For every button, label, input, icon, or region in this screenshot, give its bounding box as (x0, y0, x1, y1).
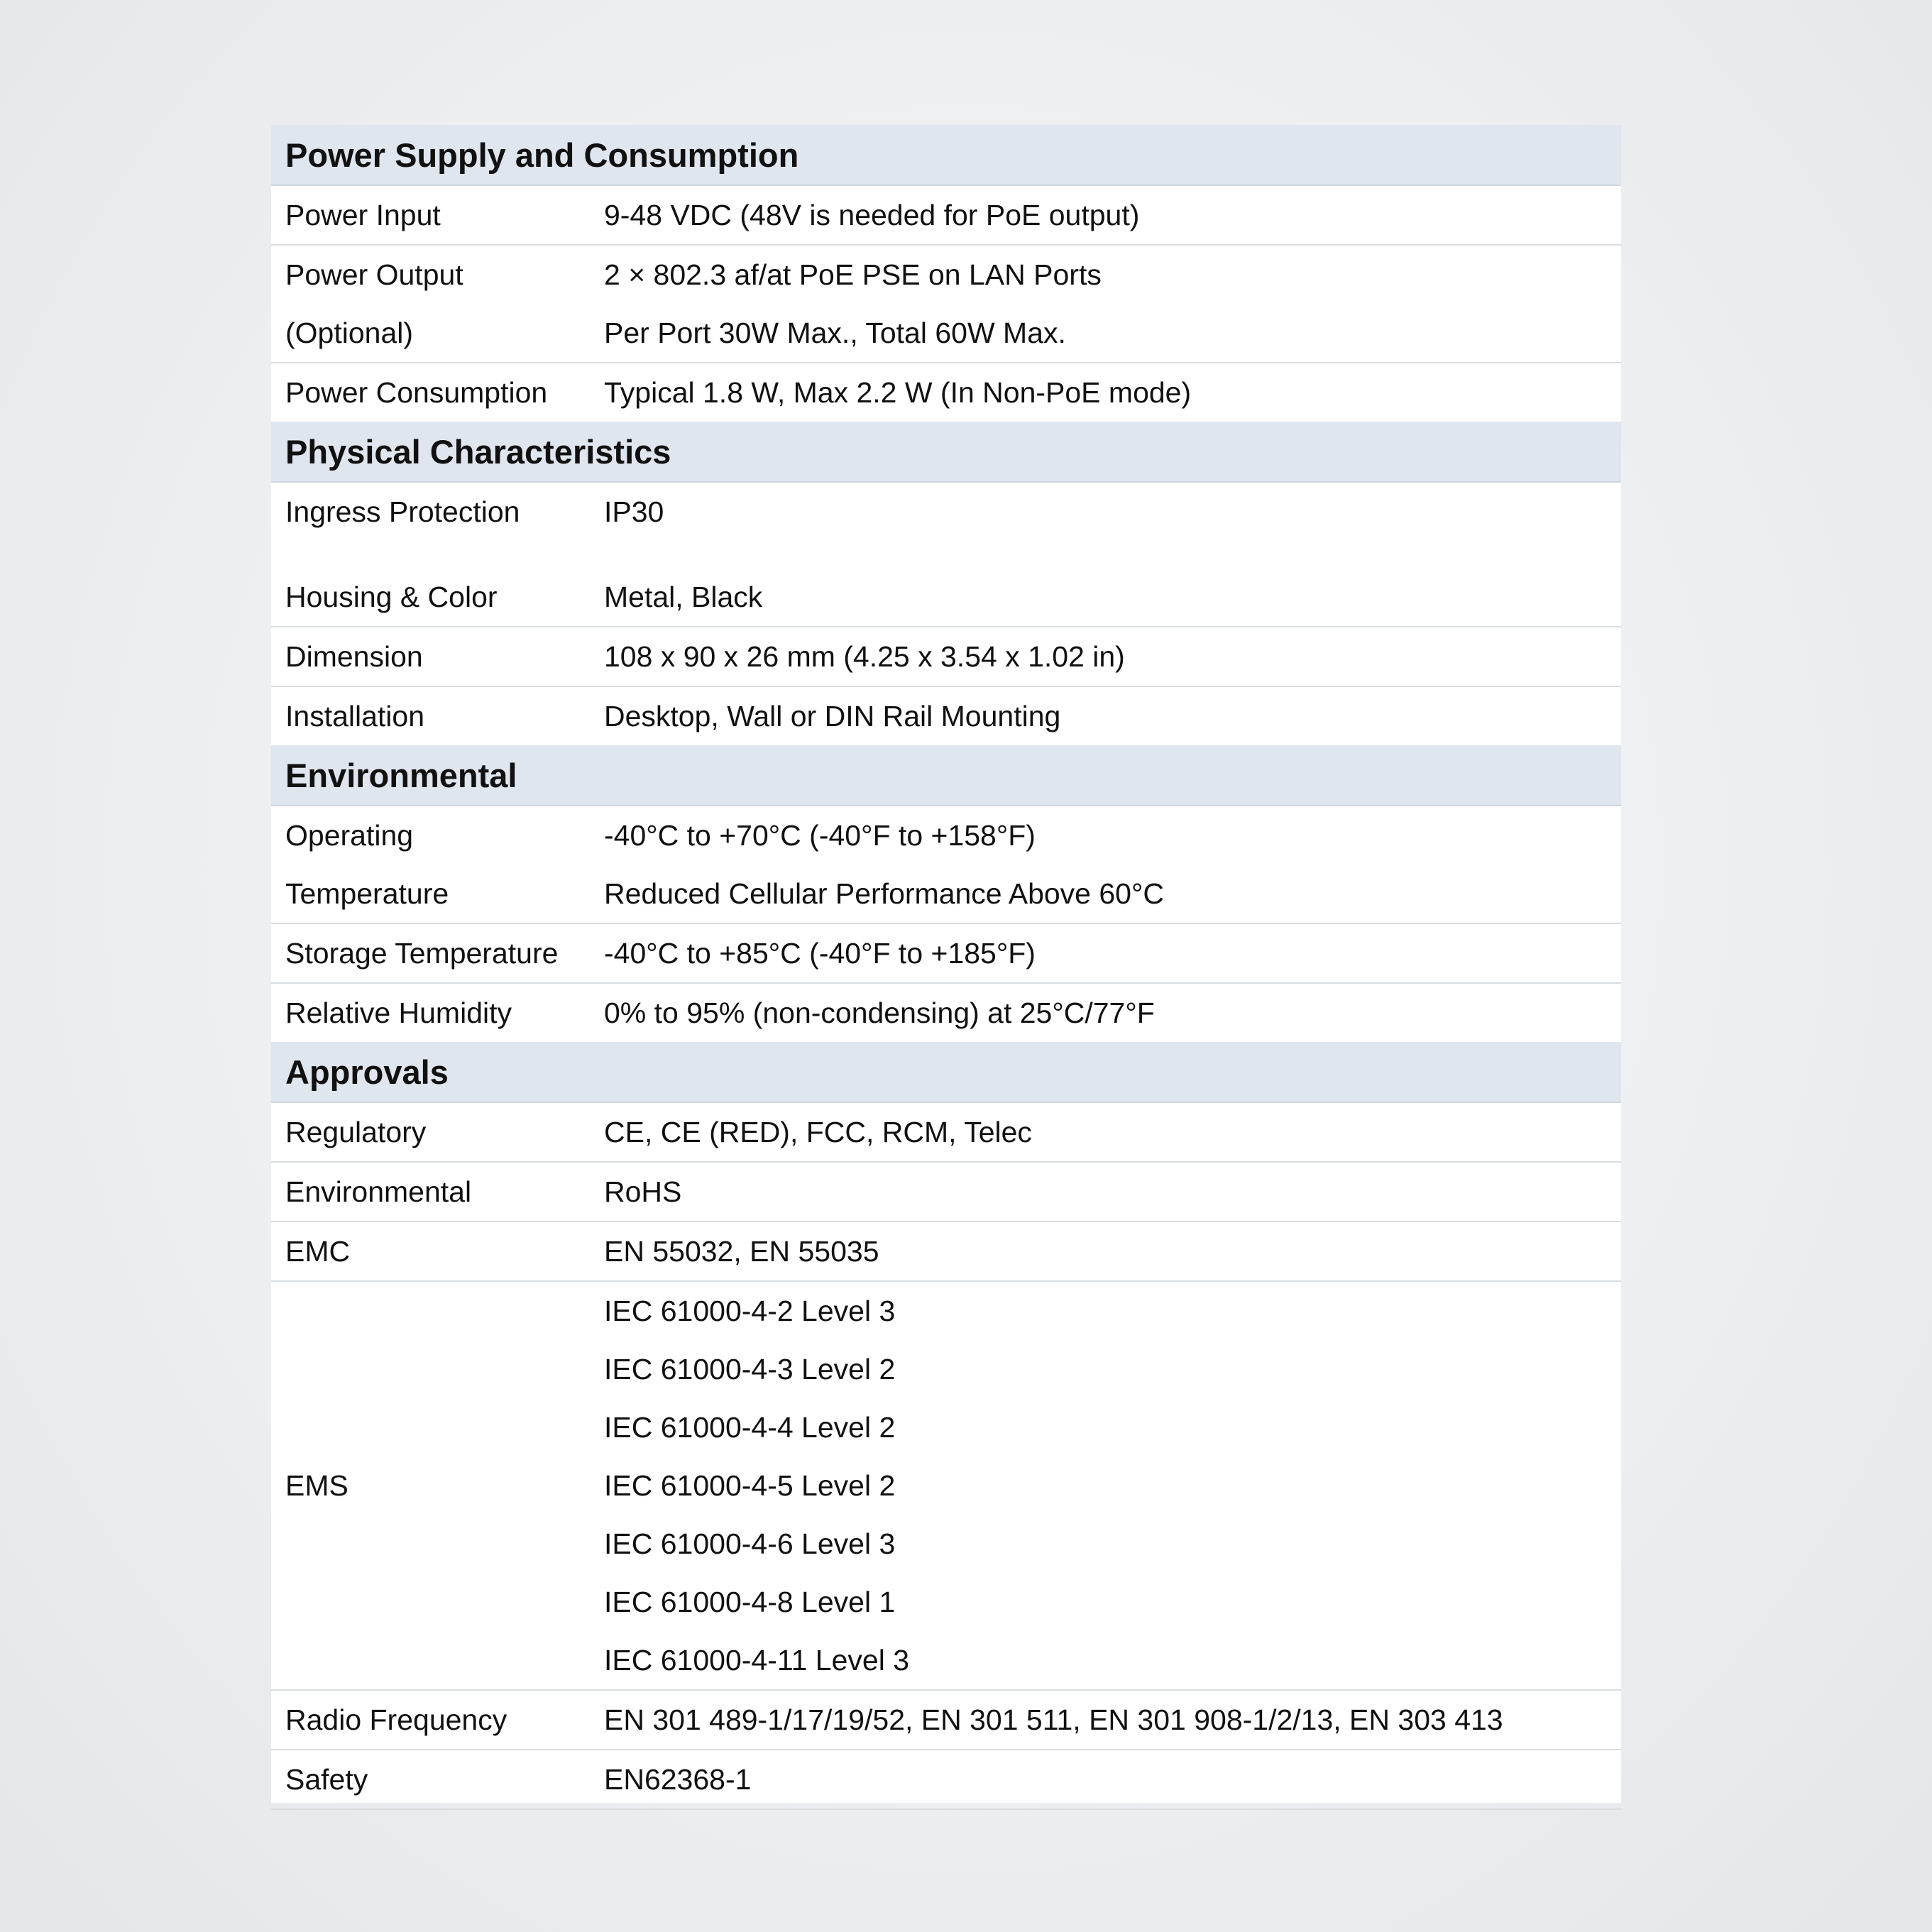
spec-row-safety (271, 1750, 1621, 1809)
spec-row-housing-color (271, 541, 1621, 627)
spec-value: Desktop, Wall or DIN Rail Mounting (604, 700, 1061, 732)
spec-label: Dimension (271, 627, 590, 686)
spec-label: Ingress Protection (285, 495, 520, 528)
spec-row-power-output (271, 245, 1621, 363)
spec-value: CE, CE (RED), FCC, RCM, Telec (590, 1102, 1621, 1162)
spec-row-storage-temperature (271, 923, 1621, 983)
section-title: Environmental (271, 745, 1621, 806)
spec-row-installation (271, 686, 1621, 745)
spec-row-dimension (271, 627, 1621, 686)
spec-value: Metal, Black (590, 541, 1621, 627)
spec-value: IEC 61000-4-2 Level 3 IEC 61000-4-3 Level 2 IEC 61000-4-4 Level 2 IEC 61000-4-5 Level 2 IEC 61000-4-6 Level 3 IEC 61000-4-8 Level 1 IEC 61000-4-11 Level 3 (590, 1281, 1621, 1690)
spec-label: Power Output (Optional) (271, 245, 590, 363)
spec-value: 9-48 VDC (48V is needed for PoE output) (590, 185, 1621, 245)
spec-value: EN 301 489-1/17/19/52, EN 301 511, EN 301 908-1/2/13, EN 303 413 (590, 1690, 1621, 1750)
spec-value: -40°C to +70°C (-40°F to +158°F) Reduced Cellular Performance Above 60°C (590, 806, 1621, 923)
spec-row-emc (271, 1222, 1621, 1281)
spec-label: Installation (285, 700, 425, 732)
spec-label: EMC (271, 1222, 590, 1281)
spec-label: Safety (271, 1750, 590, 1809)
spec-value: IP30 (604, 495, 664, 528)
spec-value: 2 × 802.3 af/at PoE PSE on LAN Ports Per Port 30W Max., Total 60W Max. (590, 245, 1621, 363)
spec-label: Storage Temperature (271, 923, 590, 983)
spec-label: Power Consumption (285, 376, 548, 409)
spec-row-environmental (271, 1162, 1621, 1222)
section-header-environmental (271, 745, 1621, 806)
spec-label: EMS (271, 1281, 590, 1690)
spec-row-power-input (271, 185, 1621, 245)
spec-value: EN 55032, EN 55035 (590, 1222, 1621, 1281)
section-title: Approvals (271, 1042, 1621, 1102)
spec-label: Radio Frequency (271, 1690, 590, 1750)
section-header-power (271, 125, 1621, 185)
spec-label: Operating Temperature (271, 806, 590, 923)
spec-row-operating-temperature (271, 806, 1621, 923)
spec-row-regulatory (271, 1102, 1621, 1162)
spec-row-ingress-protection (271, 482, 1621, 541)
spec-label: Housing & Color (271, 541, 590, 627)
spec-value: EN62368-1 (590, 1750, 1621, 1809)
spec-label: Power Input (271, 185, 590, 245)
spec-label: Environmental (271, 1162, 590, 1222)
spec-row-power-consumption (271, 363, 1621, 422)
spec-value: 0% to 95% (non-condensing) at 25°C/77°F (604, 997, 1155, 1029)
specifications-table (271, 125, 1621, 1810)
section-header-approvals (271, 1042, 1621, 1102)
spec-sheet (271, 125, 1621, 1803)
spec-row-ems (271, 1281, 1621, 1690)
spec-label: Regulatory (271, 1102, 590, 1162)
section-title: Physical Characteristics (271, 422, 1621, 482)
section-title: Power Supply and Consumption (271, 125, 1621, 185)
spec-value: RoHS (590, 1162, 1621, 1222)
spec-value: -40°C to +85°C (-40°F to +185°F) (590, 923, 1621, 983)
spec-row-radio-frequency (271, 1690, 1621, 1750)
section-header-physical (271, 422, 1621, 482)
spec-label: Relative Humidity (285, 997, 512, 1029)
spec-value: 108 x 90 x 26 mm (4.25 x 3.54 x 1.02 in) (590, 627, 1621, 686)
spec-row-relative-humidity (271, 983, 1621, 1042)
spec-value: Typical 1.8 W, Max 2.2 W (In Non-PoE mode) (604, 376, 1192, 409)
